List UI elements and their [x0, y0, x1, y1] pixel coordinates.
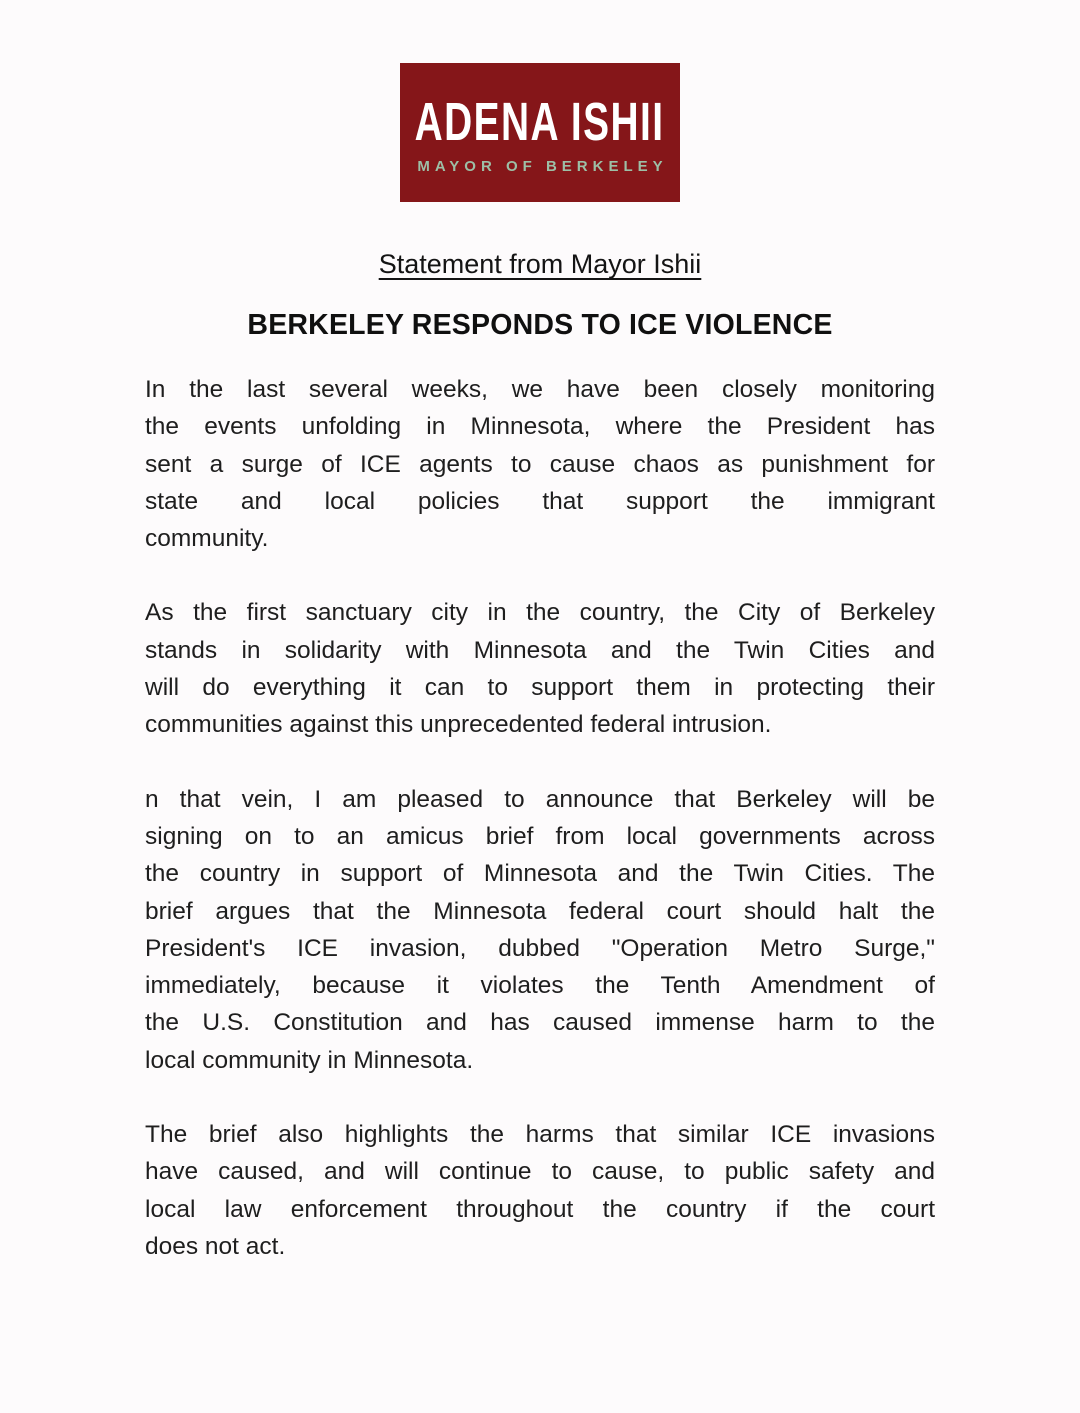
statement-line: local law enforcement throughout the country if the court — [145, 1195, 935, 1223]
logo-name: ADENA ISHII — [415, 92, 665, 152]
statement-line: have caused, and will continue to cause, to public safety and — [145, 1158, 935, 1186]
statement-body — [145, 371, 935, 1265]
statement-line: the events unfolding in Minnesota, where the President has — [145, 413, 935, 441]
statement-line: the country in support of Minnesota and the Twin Cities. The — [145, 860, 935, 888]
statement-line: As the first sanctuary city in the country, the City of Berkeley — [145, 599, 935, 627]
statement-line: immediately, because it violates the Tenth Amendment of — [145, 972, 935, 1000]
statement-paragraph — [145, 781, 935, 1079]
statement-line: the U.S. Constitution and has caused immense harm to the — [145, 1009, 935, 1037]
statement-line: stands in solidarity with Minnesota and the Twin Cities and — [145, 636, 935, 664]
mayor-logo — [400, 63, 680, 202]
statement-line: sent a surge of ICE agents to cause chaos as punishment for — [145, 450, 935, 478]
statement-line: n that vein, I am pleased to announce that Berkeley will be — [145, 785, 935, 813]
statement-line: President's ICE invasion, dubbed "Operation Metro Surge," — [145, 934, 935, 962]
statement-page — [0, 63, 1080, 1413]
statement-headline: BERKELEY RESPONDS TO ICE VIOLENCE — [247, 309, 833, 341]
statement-line: brief argues that the Minnesota federal court should halt the — [145, 897, 935, 925]
statement-line: The brief also highlights the harms that similar ICE invasions — [145, 1121, 935, 1149]
statement-line: state and local policies that support the immigrant — [145, 487, 935, 515]
statement-paragraph — [145, 594, 935, 743]
statement-line: community. — [145, 525, 269, 553]
statement-line: In the last several weeks, we have been closely monitoring — [145, 376, 935, 403]
logo-subtitle: MAYOR OF BERKELEY — [417, 158, 668, 175]
statement-line: communities against this unprecedented federal intrusion. — [145, 711, 772, 739]
statement-paragraph — [145, 371, 935, 557]
statement-line: will do everything it can to support them in protecting their — [145, 674, 935, 702]
statement-line: does not act. — [145, 1232, 286, 1260]
statement-line: local community in Minnesota. — [145, 1046, 474, 1074]
statement-paragraph — [145, 1116, 935, 1265]
statement-kicker: Statement from Mayor Ishii — [378, 249, 702, 279]
statement-line: signing on to an amicus brief from local governments across — [145, 822, 935, 850]
